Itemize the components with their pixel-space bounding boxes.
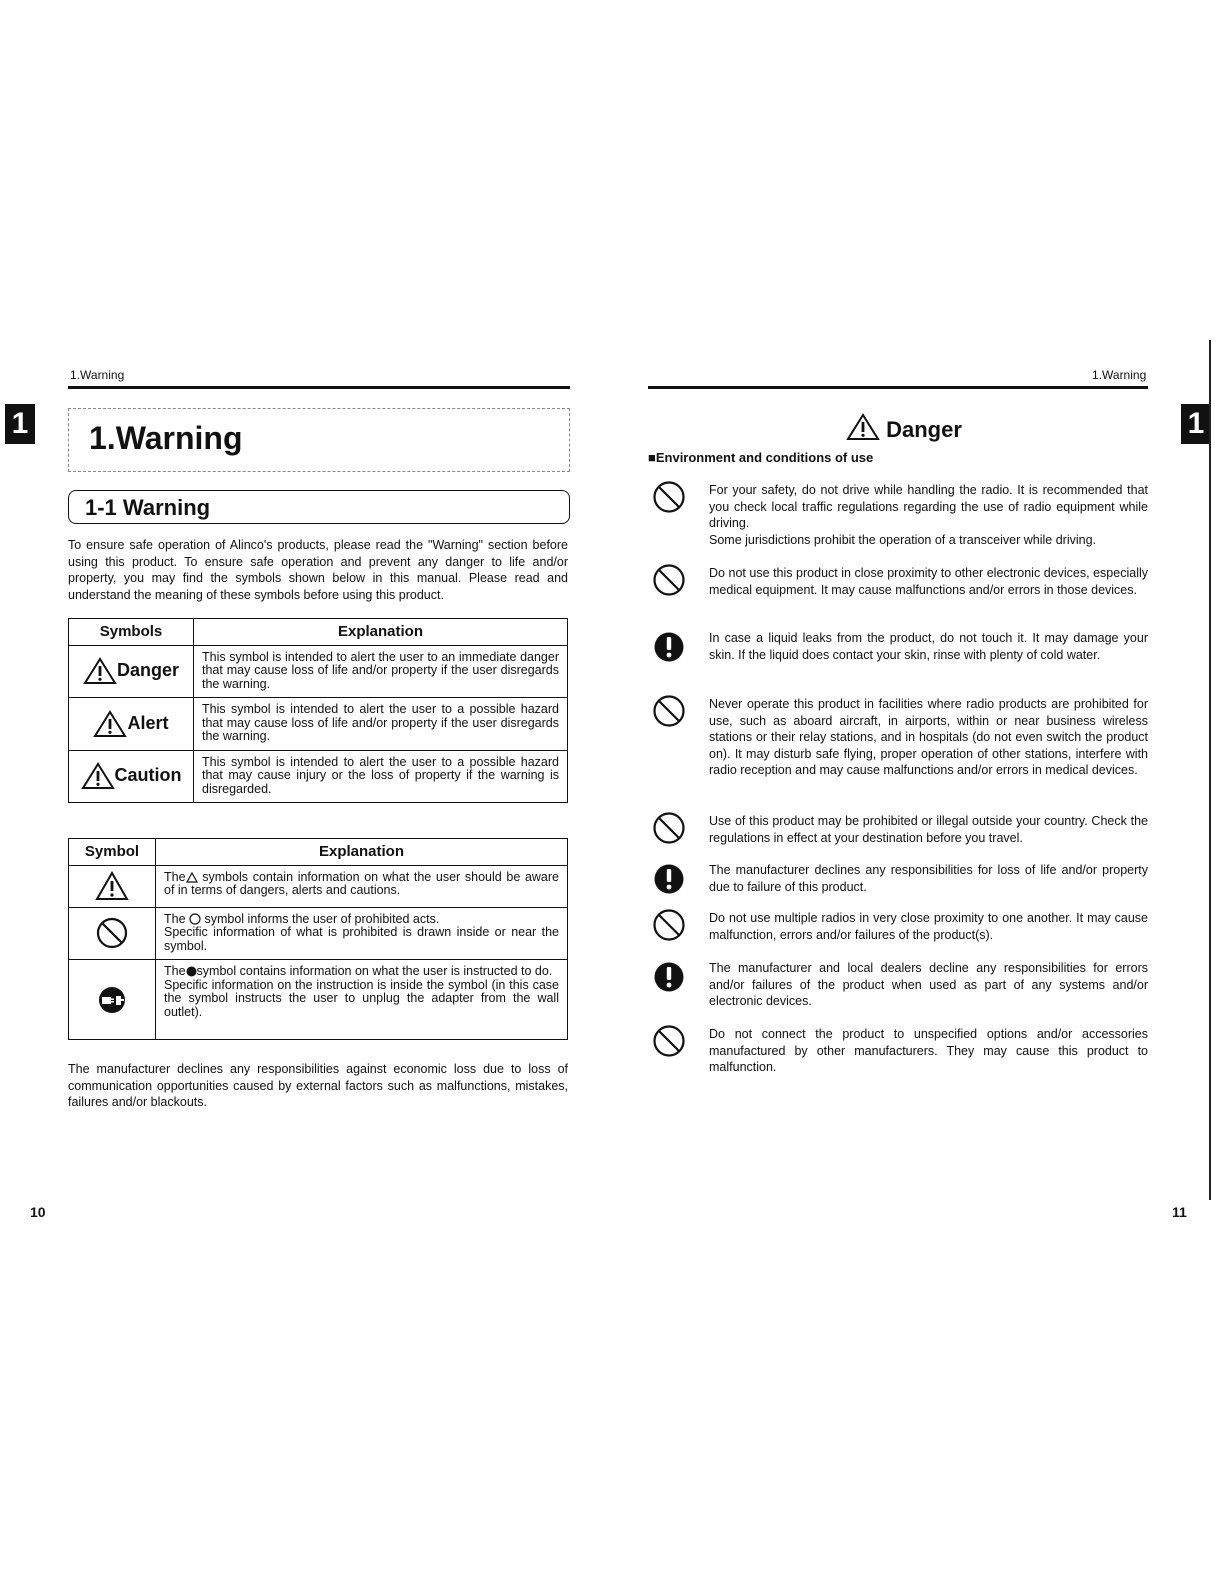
intro-paragraph: To ensure safe operation of Alinco's products, please read the "Warning" section before using this product. To ensure safe operation and prevent any danger to life and/or property, you may find the symbols shown below in this manual. Please read and understand the meaning of these symbols before using this product. bbox=[68, 538, 568, 602]
warning-text-extra: Some jurisdictions prohibit the operation of a transceiver while driving. bbox=[709, 532, 1096, 547]
prohibited-icon bbox=[652, 811, 686, 845]
warning-item-text bbox=[709, 696, 1148, 779]
symbol-meaning-table bbox=[68, 838, 568, 1040]
caution-symbol-cell bbox=[69, 750, 194, 803]
page-number-right: 11 bbox=[1172, 1204, 1187, 1220]
caution-label: Caution bbox=[114, 765, 182, 785]
alert-symbol-cell bbox=[69, 698, 194, 751]
prohibited-icon bbox=[652, 1024, 686, 1058]
prohibited-symbol-cell bbox=[69, 907, 156, 960]
table-row bbox=[69, 960, 568, 1040]
left-header-rule bbox=[68, 386, 570, 389]
prohibited-explanation bbox=[156, 907, 568, 960]
explanation-header: Explanation bbox=[194, 619, 568, 646]
warning-text: Do not connect the product to unspecified options and/or accessories manufactured by other manufacturers. They may cause this product to malfunction. bbox=[709, 1027, 1148, 1074]
warning-item-text bbox=[709, 565, 1148, 598]
explanation-prefix: The bbox=[164, 911, 190, 926]
alert-label: Alert bbox=[127, 712, 169, 733]
warning-item-text bbox=[709, 862, 1148, 895]
explanation-text: symbols contain information on what the user should be aware of in terms of dangers, alerts and cautions. bbox=[164, 869, 559, 897]
right-running-header: 1.Warning bbox=[1092, 368, 1147, 382]
page-edge-line bbox=[1209, 340, 1211, 1200]
unplug-symbol-cell bbox=[69, 960, 156, 1040]
caution-explanation: This symbol is intended to alert the user to a possible hazard that may cause injury or the loss of property if the warning is disregarded. bbox=[194, 750, 568, 803]
disclaimer-paragraph: The manufacturer declines any responsibilities against economic loss due to loss of communication opportunities caused by external factors such as malfunctions, mistakes, failures and/or blackouts. bbox=[68, 1062, 568, 1109]
warning-text: For your safety, do not drive while handling the radio. It is recommended that you check local traffic regulations regarding the use of radio equipment while driving. bbox=[709, 483, 1148, 530]
unplug-explanation bbox=[156, 960, 568, 1040]
unplug-icon bbox=[97, 985, 127, 1015]
chapter-title: 1.Warning bbox=[89, 420, 243, 456]
explanation-detail: Specific information of what is prohibited is drawn inside or near the symbol. bbox=[164, 925, 559, 953]
prohibited-icon bbox=[95, 916, 129, 950]
warning-text: The manufacturer declines any responsibilities for loss of life and/or property due to failure of this product. bbox=[709, 863, 1148, 894]
table-row bbox=[69, 865, 568, 907]
danger-explanation: This symbol is intended to alert the user to an immediate danger that may cause loss of life and/or property if the user disregards the warning. bbox=[194, 645, 568, 698]
left-running-header: 1.Warning bbox=[70, 368, 125, 382]
prohibited-icon bbox=[652, 563, 686, 597]
prohibited-icon bbox=[652, 694, 686, 728]
prohibited-icon bbox=[652, 908, 686, 942]
warning-item-text bbox=[709, 813, 1148, 846]
small-circle-icon bbox=[189, 913, 201, 925]
table-row bbox=[69, 750, 568, 803]
page-number-left: 10 bbox=[30, 1204, 46, 1220]
triangle-warning-icon bbox=[846, 413, 880, 441]
triangle-warning-icon bbox=[81, 762, 115, 790]
danger-label: Danger bbox=[116, 660, 179, 680]
instruction-icon bbox=[652, 630, 686, 664]
symbols-header: Symbols bbox=[69, 619, 194, 646]
explanation-prefix: The bbox=[164, 869, 186, 884]
warning-text: Use of this product may be prohibited or illegal outside your country. Check the regulations in effect at your destination before you travel. bbox=[709, 814, 1148, 845]
prohibited-icon bbox=[652, 480, 686, 514]
explanation-prefix: The bbox=[164, 964, 186, 978]
instruction-icon bbox=[652, 960, 686, 994]
right-header-rule bbox=[648, 386, 1148, 389]
warning-item-text bbox=[709, 1026, 1148, 1076]
warning-text: Do not use multiple radios in very close proximity to one another. It may cause malfunction, errors and/or failures of the product(s). bbox=[709, 911, 1148, 942]
danger-symbol-cell bbox=[69, 645, 194, 698]
danger-title: Danger bbox=[886, 417, 962, 442]
warning-text: The manufacturer and local dealers decline any responsibilities for errors and/or failures of the product when used as part of any systems and/or electronic devices. bbox=[709, 961, 1148, 1008]
triangle-symbol-cell bbox=[69, 865, 156, 907]
explanation-detail: Specific information on the instruction is inside the symbol (in this case the symbol instructs the user to unplug the adapter from the wall outlet). bbox=[164, 977, 559, 1019]
triangle-warning-icon bbox=[95, 871, 129, 901]
symbols-table bbox=[68, 618, 568, 803]
table-row bbox=[69, 645, 568, 698]
warning-item-text bbox=[709, 482, 1148, 548]
small-filled-circle-icon bbox=[186, 966, 197, 977]
section-title-box bbox=[68, 490, 570, 524]
triangle-warning-icon bbox=[83, 657, 117, 685]
warning-text: Never operate this product in facilities where radio products are prohibited for use, such as aboard aircraft, in airports, within or near business wireless stations or their relay stations, and in hospitals (do not even switch the product on). It may disturb safe flying, proper operation of other stations, interfere with radio reception and may cause malfunctions and/or errors in medical devices. bbox=[709, 697, 1148, 777]
warning-text: Do not use this product in close proximity to other electronic devices, especially medical equipment. It may cause malfunctions and/or errors in those devices. bbox=[709, 566, 1148, 597]
chapter-tab-badge-right: 1 bbox=[1181, 404, 1211, 444]
triangle-explanation bbox=[156, 865, 568, 907]
small-triangle-icon bbox=[186, 872, 198, 883]
section-title: 1-1 Warning bbox=[85, 495, 211, 520]
warning-text: In case a liquid leaks from the product, do not touch it. It may damage your skin. If the liquid does contact your skin, rinse with plenty of cold water. bbox=[709, 631, 1148, 662]
warning-item-text bbox=[709, 960, 1148, 1010]
explanation-header: Explanation bbox=[156, 839, 568, 866]
chapter-title-box bbox=[68, 408, 570, 472]
warning-item-text bbox=[709, 910, 1148, 943]
table-row bbox=[69, 698, 568, 751]
explanation-text: symbol informs the user of prohibited acts. bbox=[201, 911, 440, 926]
alert-explanation: This symbol is intended to alert the user to a possible hazard that may cause loss of life and/or property if the user disregards the warning. bbox=[194, 698, 568, 751]
symbol-header: Symbol bbox=[69, 839, 156, 866]
warning-item-text bbox=[709, 630, 1148, 663]
environment-heading: ■Environment and conditions of use bbox=[648, 450, 874, 465]
triangle-warning-icon bbox=[93, 710, 127, 738]
explanation-text: symbol contains information on what the user is instructed to do. bbox=[196, 964, 553, 978]
danger-heading bbox=[846, 413, 962, 443]
table-row bbox=[69, 907, 568, 960]
chapter-tab-badge-left: 1 bbox=[5, 404, 35, 444]
instruction-icon bbox=[652, 862, 686, 896]
